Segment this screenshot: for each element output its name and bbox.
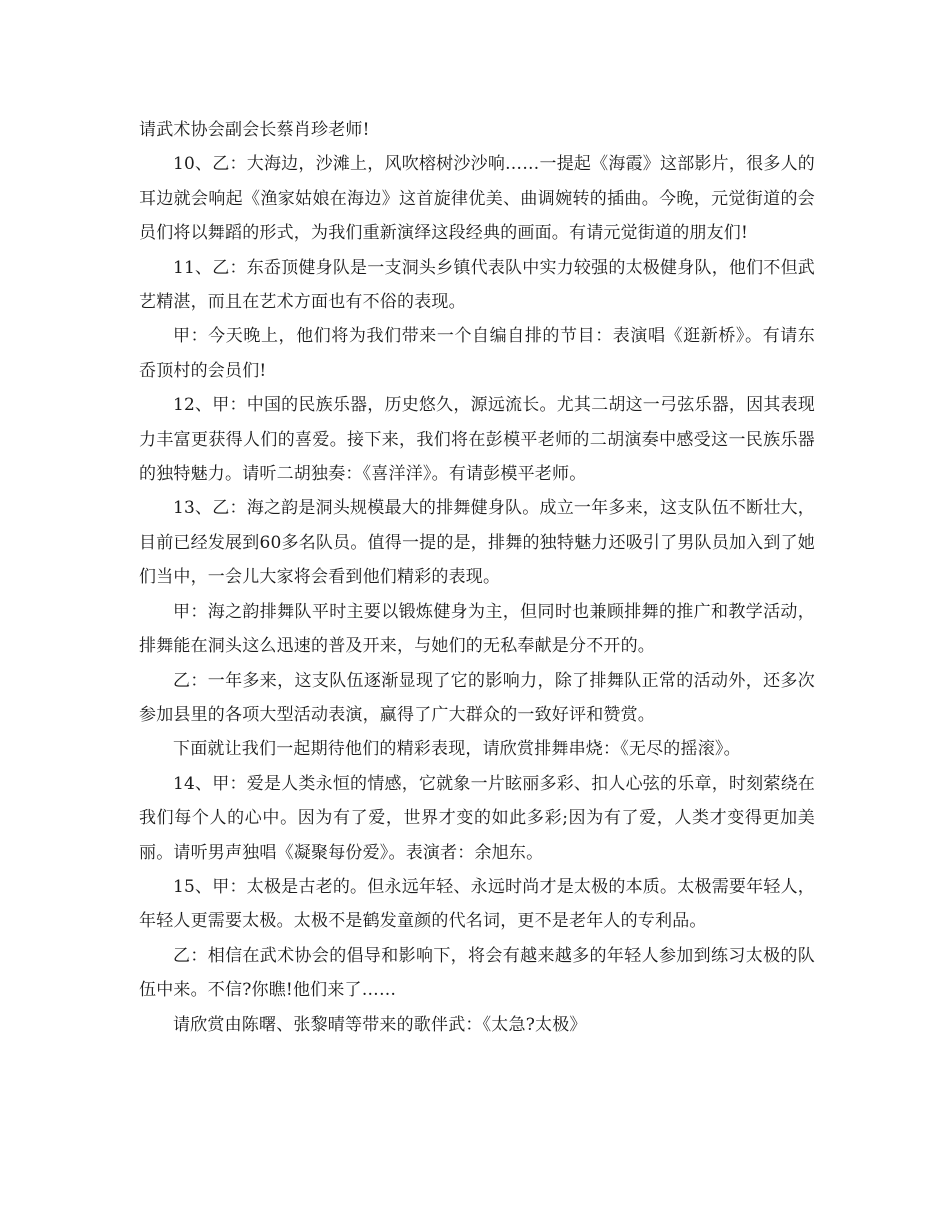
paragraph: 13、乙：海之韵是洞头规模最大的排舞健身队。成立一年多来，这支队伍不断壮大，目前已经发展到60多名队员。值得一提的是，排舞的独特魅力还吸引了男队员加入到了她们当中，一会儿大家将会看到他们精彩的表现。 (139, 498, 815, 588)
paragraph: 15、甲：太极是古老的。但永远年轻、永远时尚才是太极的本质。太极需要年轻人，年轻人更需要太极。太极不是鹤发童颜的代名词，更不是老年人的专利品。 (139, 876, 815, 932)
paragraph: 下面就让我们一起期待他们的精彩表现，请欣赏排舞串烧：《无尽的摇滚》。 (173, 739, 741, 760)
paragraph: 12、甲：中国的民族乐器，历史悠久，源远流长。尤其二胡这一弓弦乐器，因其表现力丰富更获得人们的喜爱。接下来，我们将在彭模平老师的二胡演奏中感受这一民族乐器的独特魅力。请听二胡独奏：《喜洋洋》。有请彭模平老师。 (139, 395, 815, 485)
paragraph: 甲：海之韵排舞队平时主要以锻炼健身为主，但同时也兼顾排舞的推广和教学活动，排舞能在洞头这么迅速的普及开来，与她们的无私奉献是分不开的。 (139, 601, 815, 657)
document-body (139, 113, 815, 1042)
paragraph: 10、乙：大海边，沙滩上，风吹榕树沙沙响……一提起《海霞》这部影片，很多人的耳边就会响起《渔家姑娘在海边》这首旋律优美、曲调婉转的插曲。今晚，元觉街道的会员们将以舞蹈的形式，为我们重新演绎这段经典的画面。有请元觉街道的朋友们! (139, 154, 815, 244)
paragraph: 请欣赏由陈曙、张黎晴等带来的歌伴武：《太急?太极》 (173, 1014, 587, 1035)
paragraph: 乙：相信在武术协会的倡导和影响下，将会有越来越多的年轻人参加到练习太极的队伍中来。不信?你瞧!他们来了…… (139, 945, 815, 1001)
paragraph: 14、甲：爱是人类永恒的情感，它就象一片眩丽多彩、扣人心弦的乐章，时刻萦绕在我们每个人的心中。因为有了爱，世界才变的如此多彩;因为有了爱，人类才变得更加美丽。请听男声独唱《凝聚每份爱》。表演者：余旭东。 (139, 773, 815, 863)
paragraph: 乙：一年多来，这支队伍逐渐显现了它的影响力，除了排舞队正常的活动外，还多次参加县里的各项大型活动表演，赢得了广大群众的一致好评和赞赏。 (139, 670, 815, 725)
paragraph: 11、乙：东岙顶健身队是一支洞头乡镇代表队中实力较强的太极健身队，他们不但武艺精湛，而且在艺术方面也有不俗的表现。 (139, 257, 815, 313)
paragraph: 甲：今天晚上，他们将为我们带来一个自编自排的节目：表演唱《逛新桥》。有请东岙顶村的会员们! (139, 326, 815, 381)
paragraph: 请武术协会副会长蔡肖珍老师! (139, 120, 370, 140)
